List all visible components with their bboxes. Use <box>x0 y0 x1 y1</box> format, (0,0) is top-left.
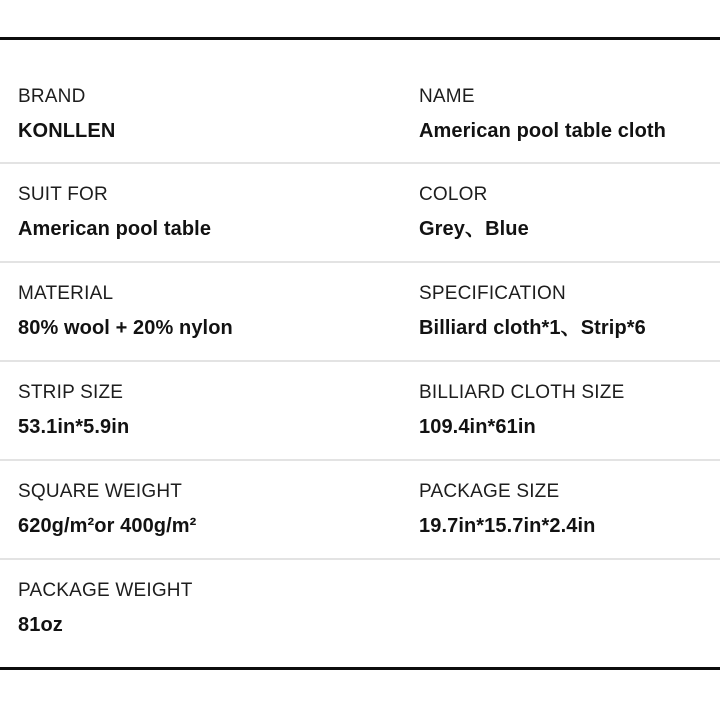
spec-cell-empty <box>419 578 718 639</box>
spec-cell-package-size <box>419 479 718 540</box>
color-label: COLOR <box>419 184 488 205</box>
package-size-label: PACKAGE SIZE <box>419 481 560 502</box>
spec-cell-color <box>419 182 718 243</box>
name-label: NAME <box>419 86 475 107</box>
specification-value: Billiard cloth*1、Strip*6 <box>419 317 646 339</box>
spec-cell-package-weight <box>18 578 419 639</box>
strip-size-label: STRIP SIZE <box>18 382 124 403</box>
spec-row-brand-name <box>0 40 720 164</box>
spec-cell-square-weight <box>18 479 419 540</box>
top-margin <box>0 0 720 37</box>
spec-row-squareweight-packagesize <box>0 461 720 560</box>
brand-label: BRAND <box>18 86 86 107</box>
spec-row-material-specification <box>0 263 720 362</box>
spec-cell-suit-for <box>18 182 419 243</box>
billiard-cloth-size-value: 109.4in*61in <box>419 416 536 438</box>
spec-cell-brand <box>18 84 419 145</box>
spec-cell-material <box>18 281 419 342</box>
square-weight-value: 620g/m²or 400g/m² <box>18 515 197 537</box>
spec-row-suitfor-color <box>0 164 720 263</box>
spec-row-packageweight <box>0 560 720 667</box>
spec-table <box>0 37 720 670</box>
spec-cell-name <box>419 84 718 145</box>
spec-cell-specification <box>419 281 718 342</box>
package-weight-label: PACKAGE WEIGHT <box>18 580 193 601</box>
package-size-value: 19.7in*15.7in*2.4in <box>419 515 596 537</box>
package-weight-value: 81oz <box>18 614 63 636</box>
strip-size-value: 53.1in*5.9in <box>18 416 130 438</box>
spec-row-stripsize-clothsize <box>0 362 720 461</box>
spec-cell-strip-size <box>18 380 419 441</box>
material-label: MATERIAL <box>18 283 114 304</box>
suit-for-label: SUIT FOR <box>18 184 108 205</box>
name-value: American pool table cloth <box>419 120 666 142</box>
specification-label: SPECIFICATION <box>419 283 566 304</box>
square-weight-label: SQUARE WEIGHT <box>18 481 183 502</box>
material-value: 80% wool + 20% nylon <box>18 317 233 339</box>
color-value: Grey、Blue <box>419 218 529 240</box>
suit-for-value: American pool table <box>18 218 212 240</box>
spec-cell-billiard-cloth-size <box>419 380 718 441</box>
brand-value: KONLLEN <box>18 120 116 142</box>
billiard-cloth-size-label: BILLIARD CLOTH SIZE <box>419 382 625 403</box>
